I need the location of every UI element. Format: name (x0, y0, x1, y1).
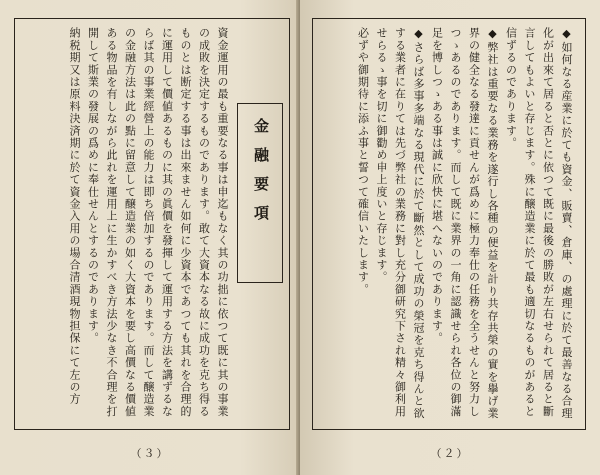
left-body-text (65, 27, 232, 423)
right-page-border (312, 18, 586, 430)
right-paragraph-2: ◆弊社は重要なる業務を遂行し各種の便益を計り共存共榮の實を擧げ業界の健全なる發達に貢せんが爲めに極力奉仕の任務を全うせんと努力しつゝあるのであります。而して既に業界の一角に認識せられ各位の御滿足を博しつゝある事は誠に欣快に堪へないのであります。 (430, 27, 499, 420)
right-body-text (353, 27, 575, 423)
right-paragraph-3: ◆さらば多事多端なる現代に於て斷然として成功の榮冠を克ち得んと欲する業者に在りては先づ弊社の業務に對し充分御研究下され精々御利用せらるゝ事を切に御勸め申上度いと存じます。 (375, 27, 425, 420)
left-page-number: （３） (130, 447, 170, 460)
left-paragraph-2: 納税期又は原料決済期に於て資金入用の場合清酒現物担保にて左の方 (68, 27, 81, 406)
right-page (300, 0, 600, 475)
right-page-number: （２） (430, 447, 470, 460)
left-paragraph-1: 資金運用の最も重要なる事は申迄もなく其の功拙に依つて既に其の事業の成敗を決定するものであります。敢て大資本なる故に成功を克ち得るものとは断定する事は出來ません如何に少資本であつても其れを合理的に運用して價値あるものに其の眞價を發揮して運用する方法を講ずるならば其の事業經營上の能力は即ち倍加するのであります。而して醸造業の金融方法は此の點に留意して醸造業の如く大資本を要し高價なる價値ある物品を有しながら此れを運用上に生かすべき方法少なき不合理を打開して斯業の發展の爲めに奉仕せんとするのであります。 (86, 27, 229, 418)
left-page-border (14, 18, 290, 430)
section-title: 金融要項 (252, 118, 270, 234)
title-box (237, 103, 283, 283)
right-paragraph-4: 必ずや御期待に添ふ事と誓つて確信いたします。 (356, 27, 370, 296)
right-paragraph-1: ◆如何なる産業に於ても資金、販賣、倉庫、の處理に於て最善なる合理化が出來て居ると否とに依つて既に最後の勝敗が左右せられて居ると斷言してもよいと存じます。殊に醸造業に於て最も適切なるものがあると信ずるのであります。 (504, 27, 573, 420)
